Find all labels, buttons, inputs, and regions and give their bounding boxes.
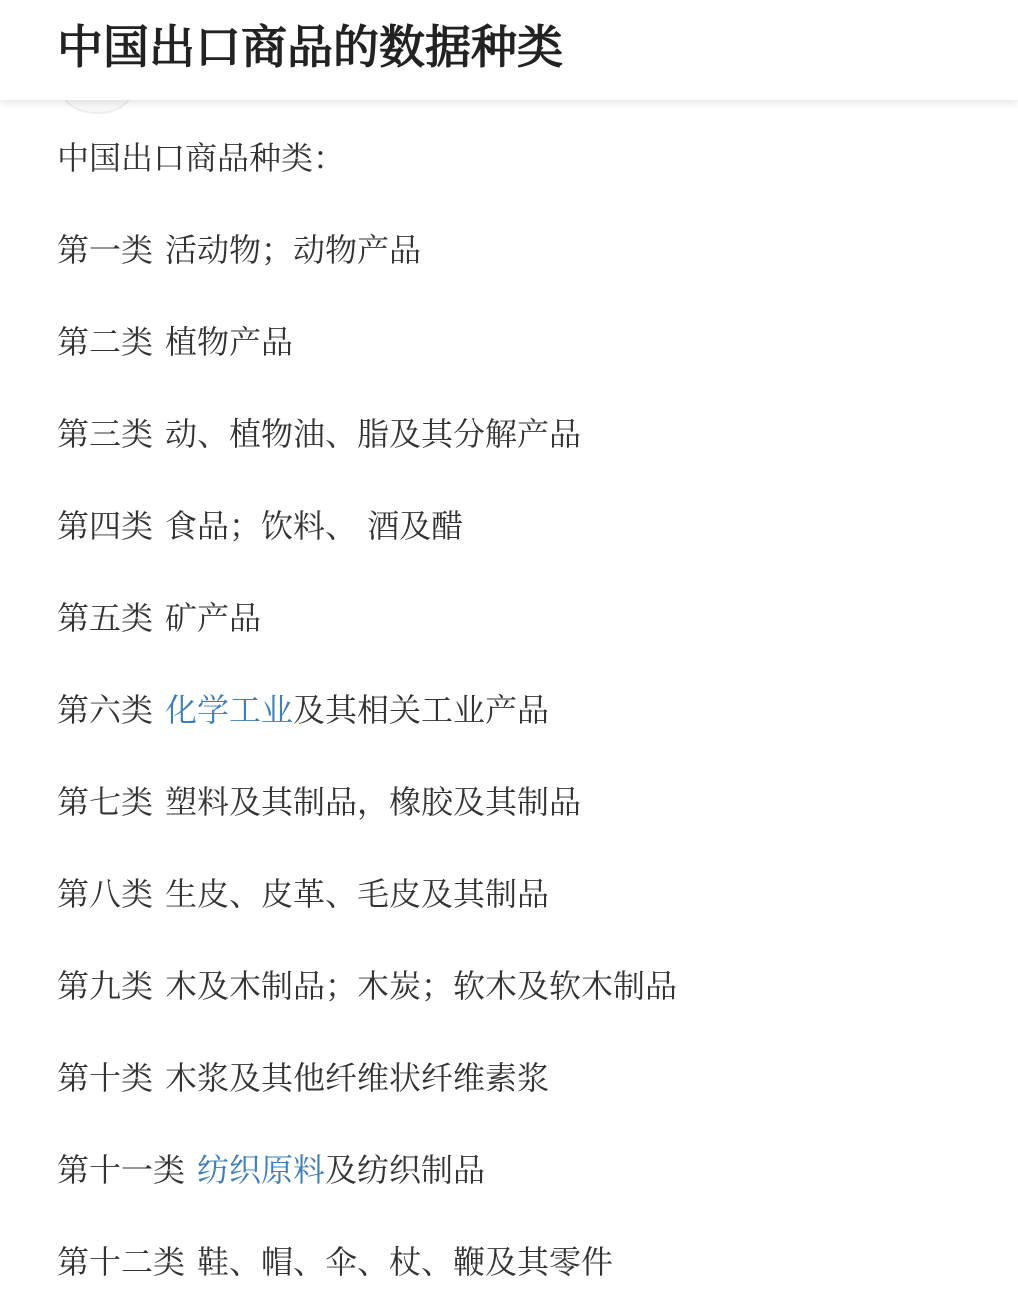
category-item-3 — [57, 388, 987, 480]
category-number: 第九类 — [57, 967, 154, 1005]
category-number: 第十一类 — [57, 1151, 186, 1189]
category-number: 第一类 — [57, 231, 154, 269]
category-item-1 — [57, 204, 987, 296]
category-item-9 — [57, 940, 987, 1032]
category-item-5 — [57, 572, 987, 664]
category-item-12 — [57, 1216, 987, 1308]
category-text: 及其相关工业产品 — [293, 691, 550, 729]
page-title: 中国出口商品的数据种类 — [57, 20, 563, 74]
category-item-2 — [57, 296, 987, 388]
category-text: 塑料及其制品，橡胶及其制品 — [165, 783, 582, 821]
textile-materials-link[interactable]: 纺织原料 — [197, 1151, 326, 1189]
category-text: 生皮、皮革、毛皮及其制品 — [165, 875, 550, 913]
category-number: 第十类 — [57, 1059, 154, 1097]
category-item-7 — [57, 756, 987, 848]
category-number: 第四类 — [57, 507, 154, 545]
category-item-8 — [57, 848, 987, 940]
category-number: 第五类 — [57, 599, 154, 637]
article-body — [57, 112, 987, 1308]
category-text: 矿产品 — [165, 599, 262, 637]
category-text: 鞋、帽、伞、杖、鞭及其零件 — [197, 1243, 614, 1281]
category-number: 第二类 — [57, 323, 154, 361]
category-number: 第八类 — [57, 875, 154, 913]
category-item-11 — [57, 1124, 987, 1216]
category-item-4 — [57, 480, 987, 572]
category-text: 植物产品 — [165, 323, 294, 361]
category-number: 第三类 — [57, 415, 154, 453]
page-header — [0, 0, 1018, 100]
category-number: 第七类 — [57, 783, 154, 821]
category-text: 及纺织制品 — [325, 1151, 486, 1189]
intro-text: 中国出口商品种类： — [57, 139, 346, 177]
category-item-10 — [57, 1032, 987, 1124]
category-text: 活动物；动物产品 — [165, 231, 422, 269]
chemical-industry-link[interactable]: 化学工业 — [165, 691, 294, 729]
category-text: 木及木制品；木炭；软木及软木制品 — [165, 967, 678, 1005]
category-text: 食品；饮料、 酒及醋 — [165, 507, 464, 545]
category-text: 木浆及其他纤维状纤维素浆 — [165, 1059, 550, 1097]
category-number: 第十二类 — [57, 1243, 186, 1281]
category-number: 第六类 — [57, 691, 154, 729]
category-item-6 — [57, 664, 987, 756]
category-text: 动、植物油、脂及其分解产品 — [165, 415, 582, 453]
